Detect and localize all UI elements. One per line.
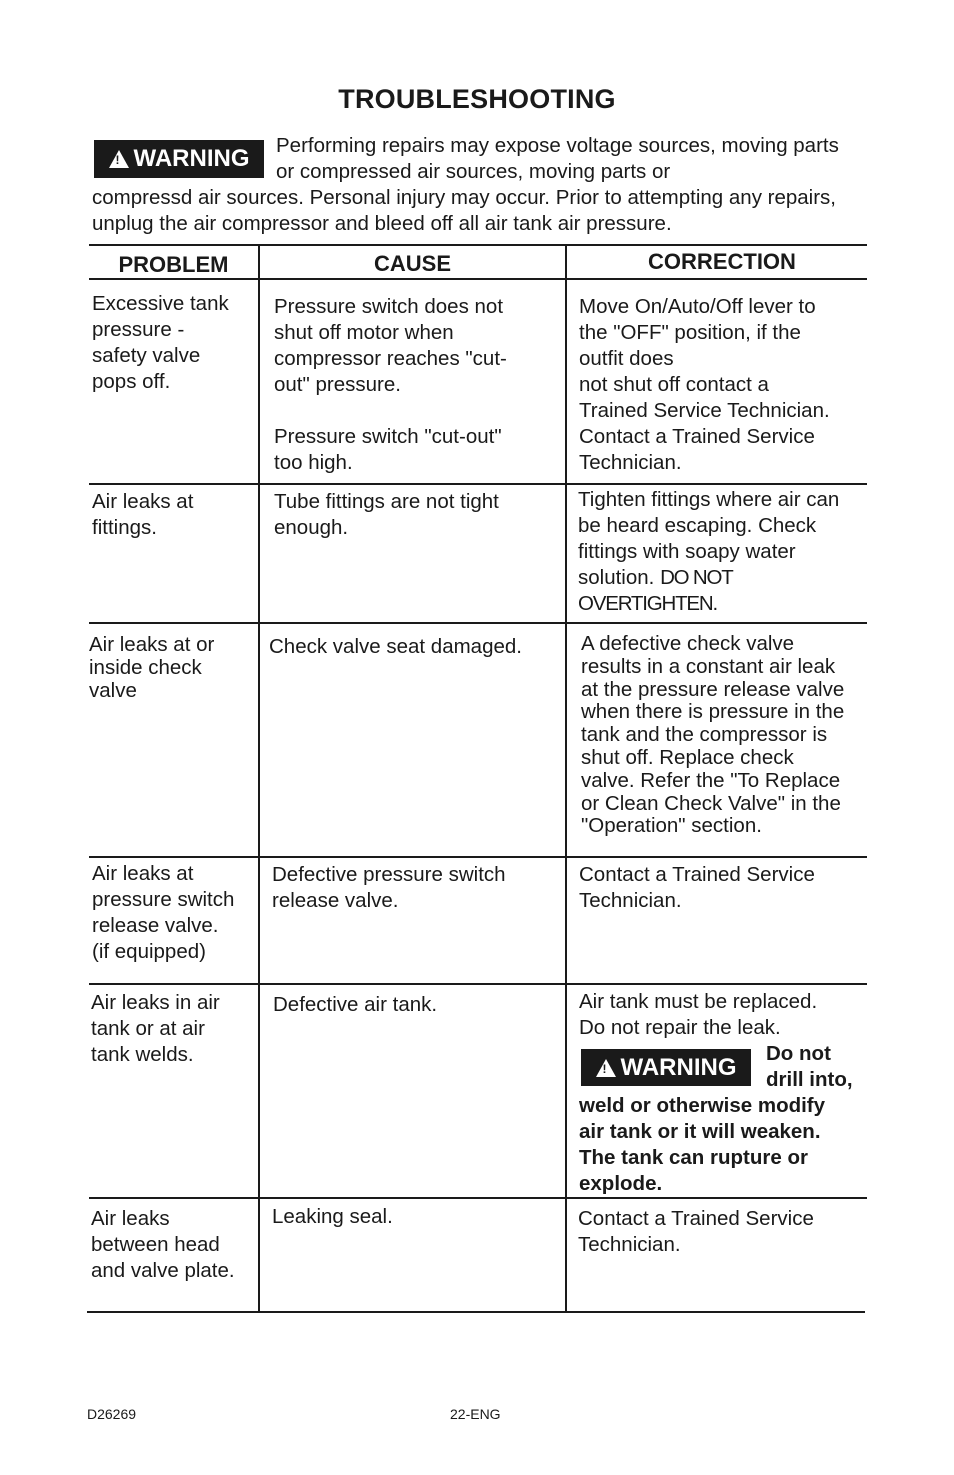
column-divider bbox=[565, 244, 567, 1313]
table-bottom-rule bbox=[87, 1311, 865, 1313]
warning-icon bbox=[596, 1059, 616, 1077]
tank-warning-text: weld or otherwise modify air tank or it will weaken. The tank can rupture or explode. bbox=[579, 1094, 826, 1195]
correction-caps: OVERTIGHTEN. bbox=[578, 592, 717, 615]
warning-label: WARNING bbox=[133, 145, 250, 172]
cause-cell: Defective pressure switch release valve. bbox=[272, 863, 506, 912]
row-rule bbox=[89, 483, 867, 485]
intro-text-1: Performing repairs may expose voltage sources, moving parts or compressed air sources, moving parts or bbox=[276, 134, 839, 183]
problem-cell: Excessive tank pressure - safety valve pops off. bbox=[92, 292, 229, 393]
correction-cell: A defective check valve results in a constant air leak at the pressure release valve when there is pressure in the tank and the compressor is shut off. Replace check valve. Refer the "To Replace or Clean Check Valve" in the "Operation" section. bbox=[581, 632, 845, 838]
correction-text: Tighten fittings where air can be heard escaping. Check fittings with soapy water solution. bbox=[578, 488, 840, 589]
correction-cell: Contact a Trained Service Technician. bbox=[579, 863, 815, 912]
tank-warning-badge bbox=[581, 1049, 751, 1086]
column-divider bbox=[258, 244, 260, 1313]
cause-cell: Leaking seal. bbox=[272, 1205, 393, 1228]
page-title: TROUBLESHOOTING bbox=[338, 84, 616, 114]
row-rule bbox=[89, 622, 867, 624]
header-bottom-rule bbox=[89, 278, 867, 280]
header-cause: CAUSE bbox=[373, 251, 451, 276]
correction-cell bbox=[578, 487, 866, 617]
warning-icon bbox=[109, 150, 129, 168]
problem-cell: Air leaks at fittings. bbox=[92, 490, 194, 539]
problem-cell: Air leaks at or inside check valve bbox=[89, 633, 215, 702]
row-rule bbox=[89, 983, 867, 985]
correction-cell: Air tank must be replaced. Do not repair the leak. bbox=[579, 990, 818, 1039]
cause-cell: Check valve seat damaged. bbox=[269, 635, 522, 658]
row-rule bbox=[89, 1197, 867, 1199]
tank-warning-label: WARNING bbox=[620, 1053, 737, 1081]
table-top-rule bbox=[89, 244, 867, 246]
cause-cell: Defective air tank. bbox=[273, 993, 438, 1016]
page-number: 22-ENG bbox=[450, 1406, 501, 1422]
tank-warning-side-text: Do not drill into, bbox=[766, 1042, 853, 1091]
header-problem: PROBLEM bbox=[118, 252, 229, 277]
correction-cell: Move On/Auto/Off lever to the "OFF" position, if the outfit does not shut off contact a Trained Service Technician. Contact a Trained Service Technician. bbox=[579, 295, 830, 474]
row-rule bbox=[89, 856, 867, 858]
problem-cell: Air leaks in air tank or at air tank welds. bbox=[91, 991, 220, 1066]
correction-caps: DO NOT bbox=[660, 566, 733, 589]
problem-cell: Air leaks at pressure switch release valve. (if equipped) bbox=[92, 862, 235, 963]
cause-cell: Pressure switch does not shut off motor when compressor reaches "cut- out" pressure. Pressure switch "cut-out" too high. bbox=[274, 295, 507, 474]
document-number: D26269 bbox=[87, 1406, 137, 1422]
intro-text-2: compressd air sources. Personal injury may occur. Prior to attempting any repairs, unplug the air compressor and bleed off all air tank air pressure. bbox=[92, 186, 836, 235]
correction-cell: Contact a Trained Service Technician. bbox=[578, 1207, 814, 1256]
problem-cell: Air leaks between head and valve plate. bbox=[91, 1207, 235, 1282]
header-correction: CORRECTION bbox=[648, 249, 796, 274]
cause-cell: Tube fittings are not tight enough. bbox=[274, 490, 499, 539]
warning-badge bbox=[94, 140, 264, 178]
